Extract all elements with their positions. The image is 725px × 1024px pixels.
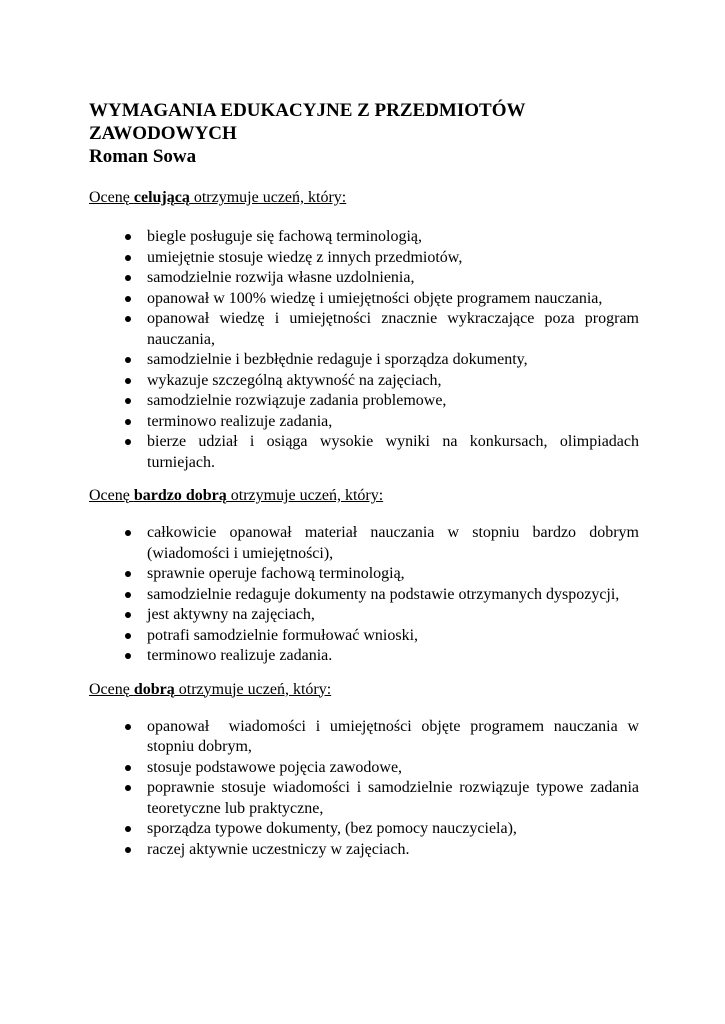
list-item: sprawnie operuje fachową terminologią,	[147, 565, 405, 582]
section-heading-bardzo-dobra: Ocenę bardzo dobrą otrzymuje uczeń, który:	[89, 487, 384, 504]
list-item: terminowo realizuje zadania.	[147, 647, 333, 664]
list-item: sporządza typowe dokumenty, (bez pomocy nauczyciela),	[147, 820, 517, 837]
section-heading-celujaca: Ocenę celującą otrzymuje uczeń, który:	[89, 189, 347, 206]
list-item: opanował w 100% wiedzę i umiejętności objęte programem nauczania,	[147, 289, 603, 307]
list-item: całkowicie opanował materiał nauczania w stopniu bardzo dobrym (wiadomości i umiejętności),	[147, 524, 639, 562]
document-title: WYMAGANIA EDUKACYJNE Z PRZEDMIOTÓW ZAWODOWYCH	[89, 100, 526, 144]
list-item: samodzielnie redaguje dokumenty na podstawie otrzymanych dyspozycji,	[147, 585, 620, 603]
list-item: opanował wiedzę i umiejętności znacznie wykraczające poza program nauczania,	[147, 310, 639, 348]
document-author: Roman Sowa	[89, 146, 197, 167]
list-item: samodzielnie rozwija własne uzdolnienia,	[147, 269, 415, 286]
criteria-list-celujaca	[89, 227, 639, 473]
section-heading-dobra: Ocenę dobrą otrzymuje uczeń, który:	[89, 680, 332, 698]
list-item: jest aktywny na zajęciach,	[147, 606, 315, 623]
list-item: terminowo realizuje zadania,	[147, 412, 333, 430]
grade-name: celującą	[133, 189, 190, 206]
grade-name: dobrą	[133, 680, 175, 698]
document-page	[89, 99, 643, 860]
list-item: biegle posługuje się fachową terminologią,	[147, 228, 423, 245]
list-item: opanował wiadomości i umiejętności objęte programem nauczania w stopniu dobrym,	[147, 717, 643, 755]
list-item: bierze udział i osiąga wysokie wyniki na konkursach, olimpiadach turniejach.	[147, 433, 639, 471]
criteria-list-dobra	[89, 717, 643, 861]
list-item: wykazuje szczególną aktywność na zajęciach,	[147, 371, 442, 389]
list-item: poprawnie stosuje wiadomości i samodzielnie rozwiązuje typowe zadania teoretyczne lub praktyczne,	[147, 779, 639, 817]
list-item: samodzielnie rozwiązuje zadania problemowe,	[147, 392, 447, 409]
list-item: samodzielnie i bezbłędnie redaguje i sporządza dokumenty,	[147, 351, 528, 368]
list-item: stosuje podstawowe pojęcia zawodowe,	[147, 758, 403, 776]
list-item: raczej aktywnie uczestniczy w zajęciach.	[147, 840, 410, 858]
list-item: umiejętnie stosuje wiedzę z innych przedmiotów,	[147, 248, 463, 266]
list-item: potrafi samodzielnie formułować wnioski,	[147, 626, 419, 644]
criteria-list-bardzo-dobra	[89, 523, 639, 667]
grade-name: bardzo dobrą	[133, 487, 227, 504]
